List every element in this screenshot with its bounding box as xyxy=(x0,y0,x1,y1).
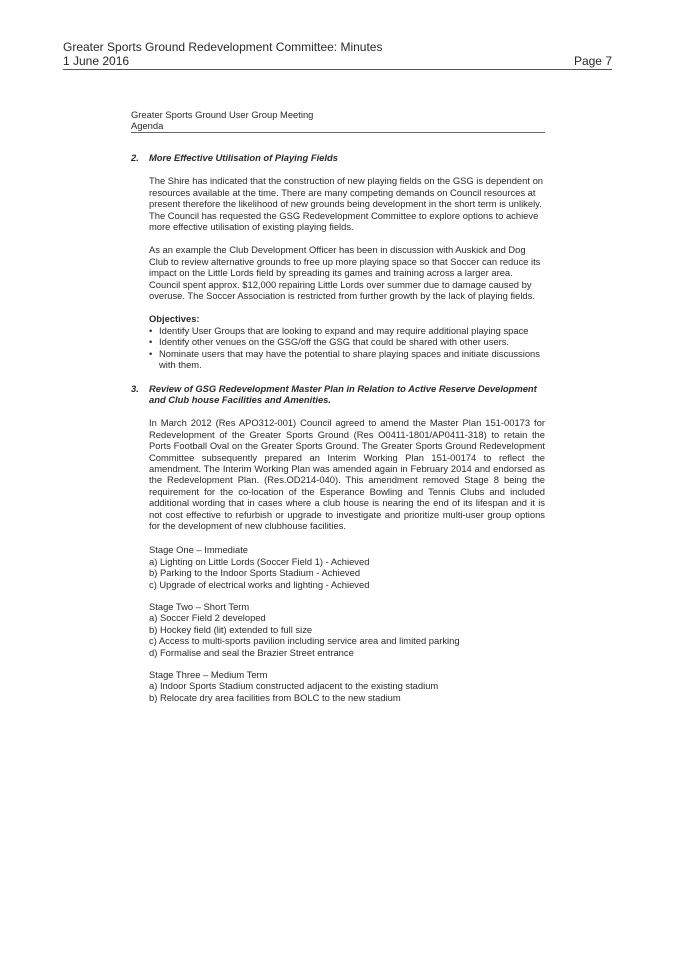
paragraph: In March 2012 (Res APO312-001) Council agreed to amend the Master Plan 151-00173 for Redevelopment of the Greater Sports Ground (Res O0411-1801/AP0411-318) to retain the Ports Football Oval on the Greater Sports Ground. The Greater Sports Ground Redevelopment Committee subsequently prepared an Interim Working Plan 151-00174 to reflect the amendment. The Interim Working Plan was amended again in February 2014 and endorsed as the Redevelopment Plan. (Res.OD214-040). This amendment removed Stage 8 being the requirement for the co-location of the Esperance Bowling and Tennis Clubs and included additional wording that in cases where a club house is nearing the end of its lifespan and it is not cost effective to refurbish or upgrade to investigate and prioritize multi-user group options for the development of new clubhouse facilities. xyxy=(149,417,545,531)
paragraph: As an example the Club Development Officer has been in discussion with Auskick and Dog Club to review alternative grounds to free up more playing space so that Soccer can reduce its impact on the Little Lords field by spreading its games and training across a larger area. Council spent approx. $12,000 repairing Little Lords over summer due to damage caused by overuse. The Soccer Association is restricted from further growth by the lack of playing fields. xyxy=(149,244,541,302)
meeting-heading-divider xyxy=(131,132,545,133)
agenda-item-3 xyxy=(131,383,545,704)
stage-block xyxy=(149,601,545,658)
stage-block xyxy=(149,669,545,703)
paragraph: The Shire has indicated that the construction of new playing fields on the GSG is dependent on resources available at the time. There are many competing demands on Council resources at present therefore the likelihood of new grounds being development in the short term is unlikely. The Council has requested the GSG Redevelopment Committee to explore options to achieve more effective utilisation of existing playing fields. xyxy=(149,175,543,233)
stage-line: a) Lighting on Little Lords (Soccer Field 1) - Achieved xyxy=(149,555,370,567)
agenda-item-number: 2. xyxy=(131,152,139,163)
agenda-item-body xyxy=(149,383,545,704)
meeting-heading xyxy=(131,109,545,131)
stage-title: Stage Two – Short Term xyxy=(149,601,250,612)
stage-block xyxy=(149,544,545,590)
stage-line: b) Parking to the Indoor Sports Stadium - Achieved xyxy=(149,567,361,579)
list-item: • Identify other venues on the GSG/off the GSG that could be shared with other users. xyxy=(149,336,545,347)
objectives-label: Objectives: xyxy=(149,313,200,325)
stage-line: d) Formalise and seal the Brazier Street entrance xyxy=(149,646,354,658)
objectives-list xyxy=(149,325,545,371)
stage-line: a) Soccer Field 2 developed xyxy=(149,612,266,624)
stage-line: c) Upgrade of electrical works and lighting - Achieved xyxy=(149,578,370,590)
stage-title: Stage One – Immediate xyxy=(149,544,249,556)
stage-line: b) Hockey field (lit) extended to full size xyxy=(149,623,313,635)
stage-line: a) Indoor Sports Stadium constructed adjacent to the existing stadium xyxy=(149,680,439,692)
agenda-item-title: More Effective Utilisation of Playing Fields xyxy=(149,152,338,163)
stage-line: b) Relocate dry area facilities from BOLC to the new stadium xyxy=(149,691,401,703)
list-item: • Nominate users that may have the potential to share playing spaces and initiate discussions with them. xyxy=(149,348,545,371)
page-number: Page 7 xyxy=(573,54,612,68)
meeting-agenda-label: Agenda xyxy=(131,120,164,131)
header-divider xyxy=(63,69,612,70)
document-date: 1 June 2016 xyxy=(63,54,130,68)
agenda-item-title: Review of GSG Redevelopment Master Plan in Relation to Active Reserve Development and Club house Facilities and Amenities. xyxy=(149,382,537,405)
document-title: Greater Sports Ground Redevelopment Committee: Minutes xyxy=(63,40,383,54)
meeting-name: Greater Sports Ground User Group Meeting xyxy=(131,109,314,120)
stage-line: c) Access to multi-sports pavilion including service area and limited parking xyxy=(149,635,460,647)
agenda-item-number: 3. xyxy=(131,382,139,394)
page-content xyxy=(131,109,545,703)
page-header xyxy=(63,40,612,70)
header-row xyxy=(63,54,612,68)
stage-title: Stage Three – Medium Term xyxy=(149,669,268,681)
agenda-item-body xyxy=(149,152,545,371)
agenda-item-2 xyxy=(131,152,545,371)
list-item: • Identify User Groups that are looking to expand and may require additional playing space xyxy=(149,325,545,336)
